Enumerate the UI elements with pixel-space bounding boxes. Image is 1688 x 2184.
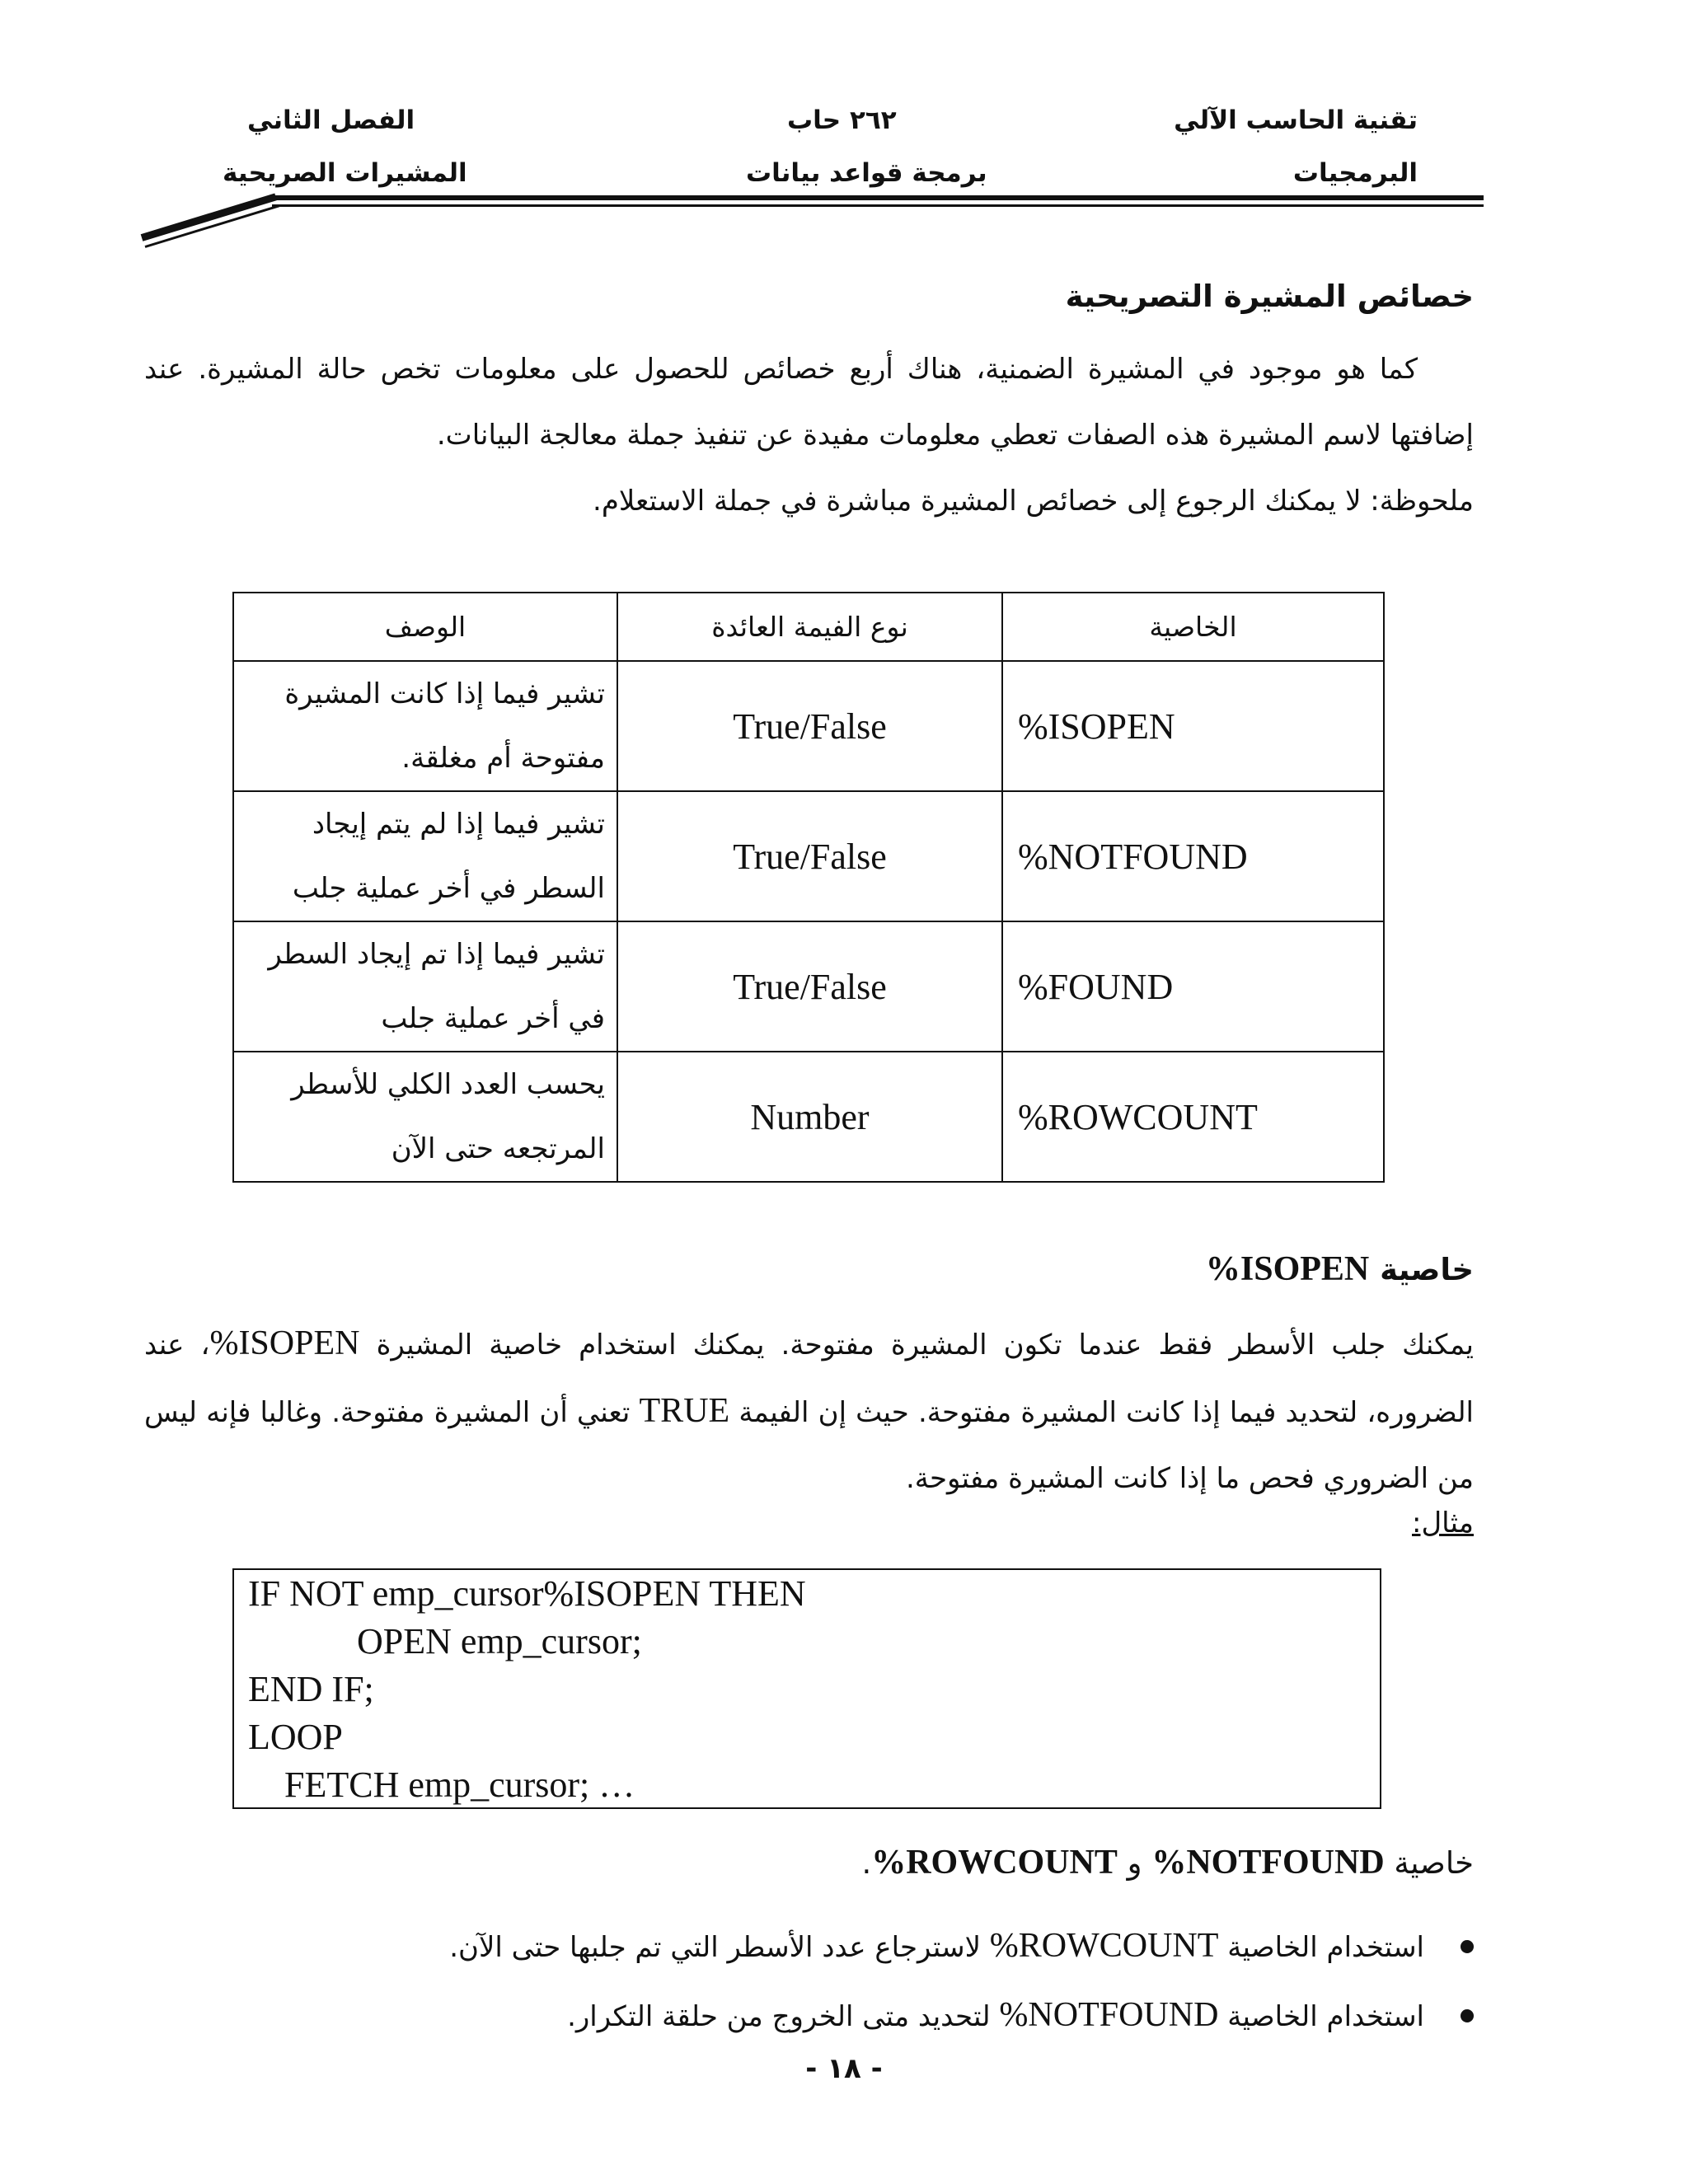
bullet-after: لاسترجاع عدد الأسطر التي تم جلبها حتى الآن. <box>449 1931 981 1964</box>
section-title-isopen-prefix: خاصية <box>1380 1252 1474 1287</box>
isopen-para-part2: ، عند الضروره، لتحديد فيما إذا كانت المشيرة مفتوحة. حيث إن الفيمة <box>144 1329 1475 1429</box>
section-title-cursor-attributes: خصائص المشيرة التصريحية <box>1065 279 1474 314</box>
cell-property: %ISOPEN <box>1002 661 1384 791</box>
header-right-top: تقنية الحاسب الآلي <box>1174 105 1418 135</box>
example-label: مثال: <box>1412 1507 1474 1540</box>
table-row <box>233 791 1384 921</box>
header-center-top: ٢٦٢ حاب <box>787 105 897 135</box>
isopen-para-term1: %ISOPEN <box>209 1324 360 1362</box>
cell-property: %NOTFOUND <box>1002 791 1384 921</box>
bullet-term: %NOTFOUND <box>999 1996 1219 2034</box>
section-title-isopen-term: %ISOPEN <box>1205 1250 1370 1288</box>
list-item <box>144 1912 1474 1981</box>
header-left-bottom: المشيرات الصريحية <box>223 158 467 188</box>
section3-title-term2: %ROWCOUNT <box>871 1844 1118 1882</box>
section3-title-term1: %NOTFOUND <box>1151 1844 1385 1882</box>
code-line: IF NOT emp_cursor%ISOPEN THEN <box>248 1573 806 1614</box>
table-row <box>233 921 1384 1052</box>
note-paragraph: ملحوظة: لا يمكنك الرجوع إلى خصائص المشيرة مباشرة في جملة الاستعلام. <box>593 485 1474 518</box>
section-title-isopen <box>1206 1249 1474 1289</box>
intro-paragraph: كما هو موجود في المشيرة الضمنية، هناك أربع خصائص للحصول على معلومات تخص حالة المشيرة. عند إضافتها لاسم المشيرة هذه الصفات تعطي معلومات مفيدة عن تنفيذ جملة معالجة البيانات. <box>144 353 1474 452</box>
cell-description: يحسب العدد الكلي للأسطر المرتجعه حتى الآن <box>233 1052 617 1182</box>
cell-return-type: True/False <box>617 921 1002 1052</box>
code-line: OPEN emp_cursor; <box>248 1621 642 1661</box>
section-title-notfound-rowcount <box>861 1843 1474 1882</box>
isopen-paragraph <box>144 1310 1474 1511</box>
bullet-term: %ROWCOUNT <box>989 1927 1219 1965</box>
isopen-para-part3: تعني أن المشيرة مفتوحة. وغالبا فإنه ليس من الضروري فحص ما إذا كانت المشيرة مفتوحة. <box>144 1396 1474 1495</box>
bullet-before: استخدام الخاصية <box>1227 2000 1424 2033</box>
header-rule-thick <box>272 195 1484 200</box>
cell-return-type: True/False <box>617 791 1002 921</box>
bullet-icon <box>1461 1940 1474 1953</box>
cell-return-type: Number <box>617 1052 1002 1182</box>
section3-title-end: . <box>861 1845 872 1881</box>
cell-description: تشير فيما إذا تم إيجاد السطر في أخر عملية جلب <box>233 921 617 1052</box>
code-line: FETCH emp_cursor; … <box>248 1765 635 1805</box>
bullet-icon <box>1461 2009 1474 2022</box>
header-right-bottom: البرمجيات <box>1292 158 1418 188</box>
th-property: الخاصية <box>1002 593 1384 661</box>
th-description: الوصف <box>233 593 617 661</box>
bullet-after: لتحديد متى الخروج من حلقة التكرار. <box>567 2000 991 2033</box>
code-line: LOOP <box>248 1717 343 1757</box>
attribute-usage-list <box>144 1912 1474 2050</box>
isopen-para-term2: TRUE <box>639 1392 730 1430</box>
cell-description: تشير فيما إذا كانت المشيرة مفتوحة أم مغلقة. <box>233 661 617 791</box>
cell-description: تشير فيما إذا لم يتم إيجاد السطر في أخر عملية جلب <box>233 791 617 921</box>
header-rule-slant <box>141 193 277 241</box>
table-row <box>233 661 1384 791</box>
section3-title-prefix: خاصية <box>1394 1845 1474 1881</box>
th-return-type: نوع الفيمة العائدة <box>617 593 1002 661</box>
header-rule-thin <box>272 204 1484 207</box>
table-row <box>233 1052 1384 1182</box>
bullet-before: استخدام الخاصية <box>1227 1931 1424 1964</box>
code-line: END IF; <box>248 1669 374 1709</box>
section3-title-and: و <box>1127 1845 1142 1881</box>
cell-property: %ROWCOUNT <box>1002 1052 1384 1182</box>
isopen-para-part1: يمكنك جلب الأسطر فقط عندما تكون المشيرة مفتوحة. يمكنك استخدام خاصية المشيرة <box>376 1329 1474 1361</box>
attributes-table <box>232 592 1385 1183</box>
header-center-bottom: برمجة قواعد بيانات <box>746 158 987 188</box>
code-example <box>232 1568 1381 1809</box>
table-header-row <box>233 593 1384 661</box>
header-left-top: الفصل الثاني <box>247 105 415 135</box>
cell-property: %FOUND <box>1002 921 1384 1052</box>
page-number: - ١٨ - <box>805 2052 883 2085</box>
list-item <box>144 1981 1474 2050</box>
cell-return-type: True/False <box>617 661 1002 791</box>
